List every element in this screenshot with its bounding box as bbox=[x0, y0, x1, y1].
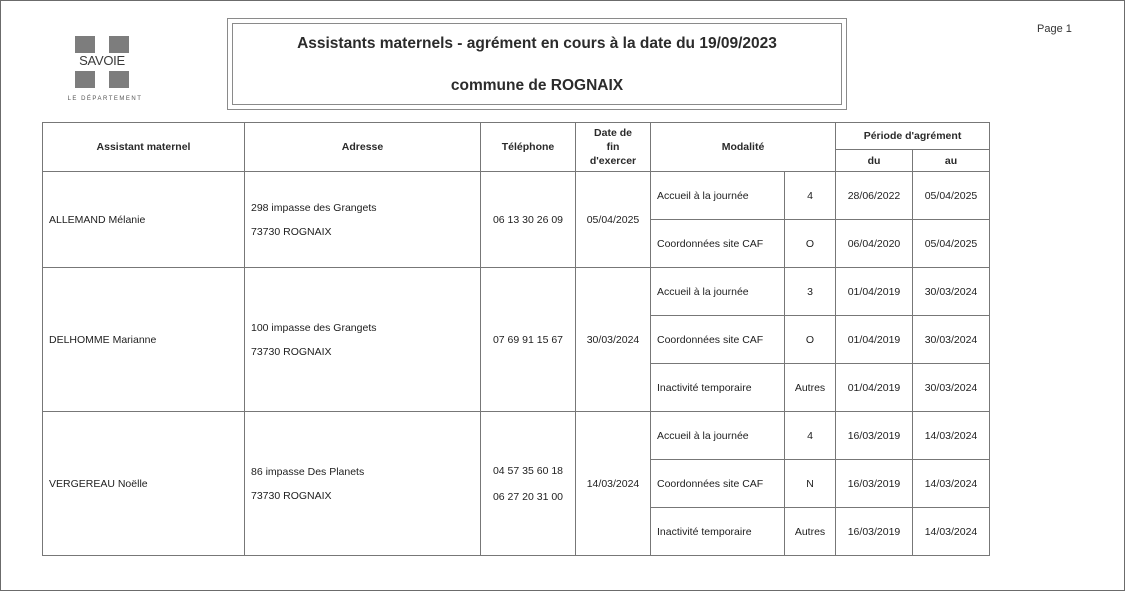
periode-au: 05/04/2025 bbox=[913, 172, 990, 220]
assistant-name: VERGEREAU Noëlle bbox=[43, 412, 245, 556]
header-assistant: Assistant maternel bbox=[43, 123, 245, 172]
modalite-label: Accueil à la journée bbox=[651, 268, 785, 316]
periode-du: 16/03/2019 bbox=[836, 508, 913, 556]
phone-line1: 04 57 35 60 18 bbox=[492, 464, 564, 477]
logo-square-top-left bbox=[75, 36, 95, 53]
assistant-phone bbox=[481, 268, 576, 412]
address-line1: 298 impasse des Grangets bbox=[251, 201, 377, 214]
modalite-code: N bbox=[785, 460, 836, 508]
logo-subtitle: LE DÉPARTEMENT bbox=[67, 96, 143, 102]
modalite-code: 4 bbox=[785, 412, 836, 460]
modalite-code: 4 bbox=[785, 172, 836, 220]
title-box bbox=[227, 18, 847, 110]
header-adresse: Adresse bbox=[245, 123, 481, 172]
logo-square-top-right bbox=[109, 36, 129, 53]
header-du: du bbox=[836, 150, 913, 172]
savoie-logo bbox=[60, 36, 150, 108]
header-periode: Période d'agrément bbox=[836, 123, 990, 150]
page-number: Page 1 bbox=[1037, 23, 1072, 35]
address-line1: 100 impasse des Grangets bbox=[251, 321, 377, 334]
logo-name: SAVOIE bbox=[79, 53, 125, 68]
agrement-table bbox=[42, 122, 990, 556]
modalite-label: Coordonnées site CAF bbox=[651, 220, 785, 268]
phone-line1: 06 13 30 26 09 bbox=[492, 213, 564, 226]
header-au: au bbox=[913, 150, 990, 172]
periode-au: 30/03/2024 bbox=[913, 316, 990, 364]
periode-au: 14/03/2024 bbox=[913, 412, 990, 460]
periode-au: 14/03/2024 bbox=[913, 508, 990, 556]
modalite-label: Inactivité temporaire bbox=[651, 508, 785, 556]
header-row bbox=[43, 123, 990, 150]
phone-line1: 07 69 91 15 67 bbox=[492, 333, 564, 346]
document-title: Assistants maternels - agrément en cours à la date du 19/09/2023 bbox=[297, 35, 777, 52]
periode-au: 30/03/2024 bbox=[913, 364, 990, 412]
commune-title: commune de ROGNAIX bbox=[450, 77, 624, 94]
modalite-code: O bbox=[785, 316, 836, 364]
periode-au: 14/03/2024 bbox=[913, 460, 990, 508]
modalite-label: Inactivité temporaire bbox=[651, 364, 785, 412]
assistant-address bbox=[245, 412, 481, 556]
modalite-code: Autres bbox=[785, 364, 836, 412]
assistant-phone bbox=[481, 172, 576, 268]
address-line2: 73730 ROGNAIX bbox=[251, 225, 332, 238]
periode-du: 01/04/2019 bbox=[836, 268, 913, 316]
date-fin: 05/04/2025 bbox=[576, 172, 651, 268]
modalite-label: Coordonnées site CAF bbox=[651, 460, 785, 508]
assistant-name: DELHOMME Marianne bbox=[43, 268, 245, 412]
assistant-address bbox=[245, 172, 481, 268]
header-date-fin-line1: Date de bbox=[594, 127, 632, 139]
header-date-fin-line3: d'exercer bbox=[589, 155, 637, 167]
logo-square-bottom-right bbox=[109, 71, 129, 88]
periode-du: 01/04/2019 bbox=[836, 364, 913, 412]
address-line2: 73730 ROGNAIX bbox=[251, 345, 332, 358]
periode-au: 05/04/2025 bbox=[913, 220, 990, 268]
logo-square-bottom-left bbox=[75, 71, 95, 88]
periode-du: 01/04/2019 bbox=[836, 316, 913, 364]
header-telephone: Téléphone bbox=[481, 123, 576, 172]
table-row bbox=[43, 412, 990, 460]
modalite-code: Autres bbox=[785, 508, 836, 556]
modalite-label: Accueil à la journée bbox=[651, 172, 785, 220]
table-row bbox=[43, 268, 990, 316]
periode-au: 30/03/2024 bbox=[913, 268, 990, 316]
date-fin: 30/03/2024 bbox=[576, 268, 651, 412]
periode-du: 06/04/2020 bbox=[836, 220, 913, 268]
header-modalite: Modalité bbox=[651, 123, 836, 172]
phone-line2: 06 27 20 31 00 bbox=[492, 490, 564, 503]
modalite-code: O bbox=[785, 220, 836, 268]
periode-du: 28/06/2022 bbox=[836, 172, 913, 220]
modalite-label: Coordonnées site CAF bbox=[651, 316, 785, 364]
modalite-code: 3 bbox=[785, 268, 836, 316]
assistant-phone bbox=[481, 412, 576, 556]
periode-du: 16/03/2019 bbox=[836, 460, 913, 508]
address-line2: 73730 ROGNAIX bbox=[251, 489, 332, 502]
table-row bbox=[43, 172, 990, 220]
assistant-name: ALLEMAND Mélanie bbox=[43, 172, 245, 268]
header-date-fin-line2: fin bbox=[606, 141, 620, 153]
periode-du: 16/03/2019 bbox=[836, 412, 913, 460]
modalite-label: Accueil à la journée bbox=[651, 412, 785, 460]
date-fin: 14/03/2024 bbox=[576, 412, 651, 556]
header-date-fin bbox=[576, 123, 651, 172]
assistant-address bbox=[245, 268, 481, 412]
address-line1: 86 impasse Des Planets bbox=[251, 465, 365, 478]
